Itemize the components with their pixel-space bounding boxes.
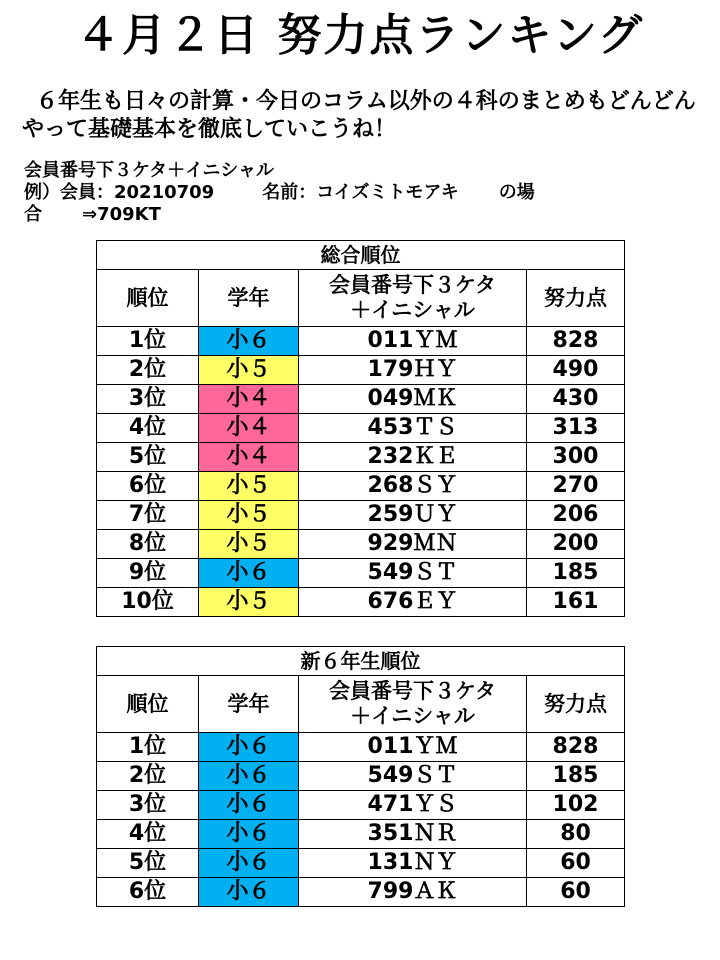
grade-cell: 小５ bbox=[199, 530, 299, 559]
grade-cell: 小６ bbox=[199, 327, 299, 356]
points-cell: 185 bbox=[527, 559, 625, 588]
member-id-cell: 929ＭＮ bbox=[299, 530, 527, 559]
member-id-cell: 351ＮＲ bbox=[299, 820, 527, 849]
points-cell: 60 bbox=[527, 849, 625, 878]
points-cell: 206 bbox=[527, 501, 625, 530]
overall-ranking-table bbox=[96, 240, 625, 617]
rank-cell: 5位 bbox=[97, 849, 199, 878]
grade-cell: 小６ bbox=[199, 762, 299, 791]
rank-cell: 1位 bbox=[97, 733, 199, 762]
intro-message: ６年生も日々の計算・今日のコラム以外の４科のまとめもどんどんやって基礎基本を徹底していこうね！ bbox=[22, 89, 696, 142]
table-row bbox=[97, 327, 625, 356]
header-points: 努力点 bbox=[527, 270, 625, 327]
member-id-cell: 049ＭＫ bbox=[299, 385, 527, 414]
note-example-name: 名前：コイズミトモアキ bbox=[262, 182, 459, 203]
points-cell: 185 bbox=[527, 762, 625, 791]
member-id-cell: 011ＹＭ bbox=[299, 733, 527, 762]
grade-cell: 小５ bbox=[199, 472, 299, 501]
grade-cell: 小６ bbox=[199, 820, 299, 849]
member-id-cell: 471ＹＳ bbox=[299, 791, 527, 820]
table-row bbox=[97, 791, 625, 820]
rank-cell: 6位 bbox=[97, 878, 199, 907]
header-grade: 学年 bbox=[199, 270, 299, 327]
points-cell: 490 bbox=[527, 356, 625, 385]
rank-cell: 10位 bbox=[97, 588, 199, 617]
rank-cell: 9位 bbox=[97, 559, 199, 588]
note-line-3 bbox=[24, 204, 704, 226]
grade-cell: 小５ bbox=[199, 588, 299, 617]
grade-cell: 小４ bbox=[199, 414, 299, 443]
points-cell: 161 bbox=[527, 588, 625, 617]
rank-cell: 5位 bbox=[97, 443, 199, 472]
note-example-suffix: の場 bbox=[498, 182, 535, 203]
table-row bbox=[97, 559, 625, 588]
member-id-cell: 268ＳＹ bbox=[299, 472, 527, 501]
table-row bbox=[97, 443, 625, 472]
note-line-1: 会員番号下３ケタ＋イニシャル bbox=[24, 160, 275, 181]
rank-cell: 2位 bbox=[97, 762, 199, 791]
rank-cell: 7位 bbox=[97, 501, 199, 530]
table-row bbox=[97, 588, 625, 617]
table-row bbox=[97, 820, 625, 849]
table-header-row bbox=[97, 270, 625, 327]
member-id-cell: 549ＳＴ bbox=[299, 762, 527, 791]
member-id-cell: 131ＮＹ bbox=[299, 849, 527, 878]
points-cell: 60 bbox=[527, 878, 625, 907]
header-member-id-line1: 会員番号下３ケタ bbox=[329, 273, 496, 297]
points-cell: 300 bbox=[527, 443, 625, 472]
table-caption: 総合順位 bbox=[97, 241, 625, 270]
header-rank: 順位 bbox=[97, 676, 199, 733]
points-cell: 828 bbox=[527, 733, 625, 762]
grade-cell: 小６ bbox=[199, 849, 299, 878]
new-6th-grade-ranking-table bbox=[96, 646, 625, 907]
table-row bbox=[97, 501, 625, 530]
table-row bbox=[97, 733, 625, 762]
grade-cell: 小４ bbox=[199, 443, 299, 472]
note-example-result: ⇒709KT bbox=[82, 204, 161, 225]
rank-cell: 6位 bbox=[97, 472, 199, 501]
member-id-cell: 259ＵＹ bbox=[299, 501, 527, 530]
header-member-id bbox=[299, 270, 527, 327]
rank-cell: 4位 bbox=[97, 820, 199, 849]
header-grade: 学年 bbox=[199, 676, 299, 733]
points-cell: 313 bbox=[527, 414, 625, 443]
points-cell: 828 bbox=[527, 327, 625, 356]
header-member-id-line2: ＋イニシャル bbox=[350, 298, 475, 322]
rank-cell: 8位 bbox=[97, 530, 199, 559]
grade-cell: 小５ bbox=[199, 501, 299, 530]
table-row bbox=[97, 530, 625, 559]
points-cell: 270 bbox=[527, 472, 625, 501]
header-rank: 順位 bbox=[97, 270, 199, 327]
member-id-cell: 232ＫＥ bbox=[299, 443, 527, 472]
grade-cell: 小４ bbox=[199, 385, 299, 414]
table-caption: 新６年生順位 bbox=[97, 647, 625, 676]
points-cell: 200 bbox=[527, 530, 625, 559]
member-id-cell: 011ＹＭ bbox=[299, 327, 527, 356]
table-row bbox=[97, 356, 625, 385]
rank-cell: 1位 bbox=[97, 327, 199, 356]
page-title: ４月２日 努力点ランキング bbox=[76, 10, 644, 61]
rank-cell: 3位 bbox=[97, 385, 199, 414]
grade-cell: 小６ bbox=[199, 791, 299, 820]
points-cell: 80 bbox=[527, 820, 625, 849]
header-member-id-line1: 会員番号下３ケタ bbox=[329, 679, 496, 703]
id-format-note bbox=[24, 160, 704, 226]
grade-cell: 小６ bbox=[199, 878, 299, 907]
member-id-cell: 453ＴＳ bbox=[299, 414, 527, 443]
note-example-suffix-2: 合 bbox=[24, 204, 42, 225]
member-id-cell: 799ＡＫ bbox=[299, 878, 527, 907]
note-line-2 bbox=[24, 182, 704, 204]
header-member-id-line2: ＋イニシャル bbox=[350, 704, 475, 728]
grade-cell: 小５ bbox=[199, 356, 299, 385]
rank-cell: 4位 bbox=[97, 414, 199, 443]
header-points: 努力点 bbox=[527, 676, 625, 733]
table-row bbox=[97, 849, 625, 878]
header-member-id bbox=[299, 676, 527, 733]
grade-cell: 小６ bbox=[199, 733, 299, 762]
table-row bbox=[97, 762, 625, 791]
note-example-member: 例）会員：20210709 bbox=[24, 182, 215, 203]
table-row bbox=[97, 385, 625, 414]
grade-cell: 小６ bbox=[199, 559, 299, 588]
table-header-row bbox=[97, 676, 625, 733]
table-row bbox=[97, 414, 625, 443]
table-row bbox=[97, 472, 625, 501]
member-id-cell: 676ＥＹ bbox=[299, 588, 527, 617]
member-id-cell: 549ＳＴ bbox=[299, 559, 527, 588]
points-cell: 430 bbox=[527, 385, 625, 414]
member-id-cell: 179ＨＹ bbox=[299, 356, 527, 385]
points-cell: 102 bbox=[527, 791, 625, 820]
rank-cell: 3位 bbox=[97, 791, 199, 820]
table-row bbox=[97, 878, 625, 907]
rank-cell: 2位 bbox=[97, 356, 199, 385]
